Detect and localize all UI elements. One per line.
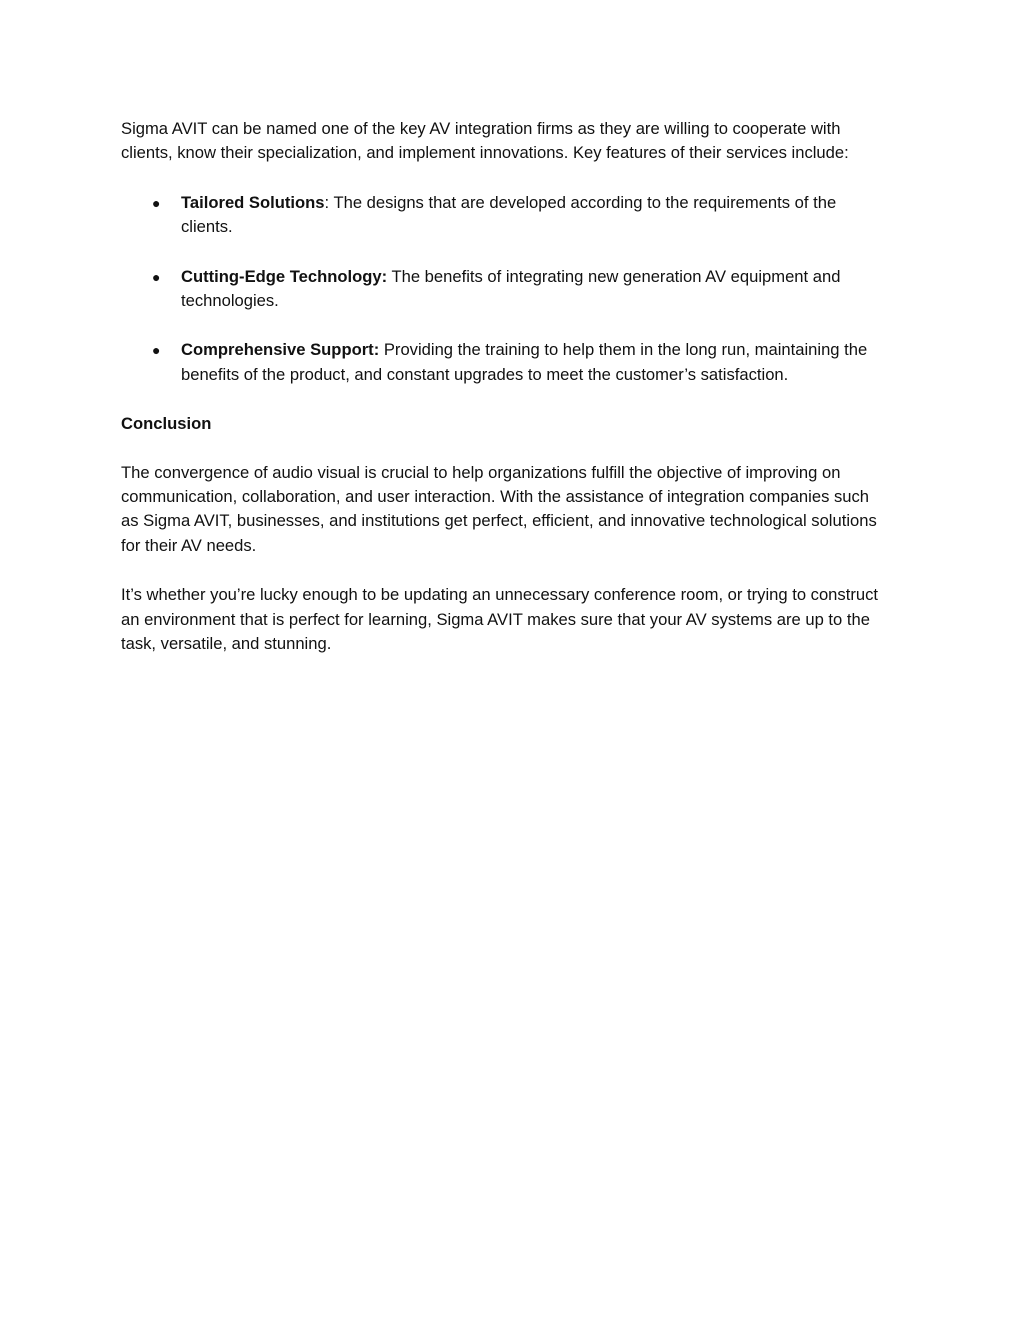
- closing-paragraph: It’s whether you’re lucky enough to be updating an unnecessary conference room, or trying to construct an environment that is perfect for learning, Sigma AVIT makes sure that your AV systems are up to the task, versatile, and stunning.: [121, 585, 878, 654]
- bullet-icon: ●: [152, 194, 161, 211]
- features-list: [121, 191, 891, 387]
- feature-description: The designs that are developed according to the requirements of the clients.: [181, 192, 837, 237]
- document-page: [121, 117, 891, 682]
- feature-term: Cutting-Edge Technology:: [181, 266, 388, 286]
- conclusion-paragraph: The convergence of audio visual is crucial to help organizations fulfill the objective of improving on communication, collaboration, and user interaction. With the assistance of integration companies such as Sigma AVIT, businesses, and institutions get perfect, efficient, and innovative technological solutions for their AV needs.: [121, 462, 877, 555]
- feature-separator: :: [324, 192, 330, 212]
- feature-term: Comprehensive Support:: [181, 340, 380, 360]
- feature-term: Tailored Solutions: [181, 192, 325, 212]
- feature-description: Providing the training to help them in the long run, maintaining the benefits of the product, and constant upgrades to meet the customer’s satisfaction.: [181, 340, 868, 384]
- conclusion-heading: Conclusion: [121, 414, 212, 434]
- feature-description: The benefits of integrating new generation AV equipment and technologies.: [181, 266, 841, 311]
- bullet-icon: ●: [152, 342, 161, 359]
- list-item: [121, 338, 891, 387]
- list-item: [121, 191, 891, 240]
- list-item: [121, 265, 891, 314]
- bullet-icon: ●: [152, 268, 161, 285]
- intro-paragraph: Sigma AVIT can be named one of the key AV integration firms as they are willing to cooperate with clients, know their specialization, and implement innovations. Key features of their services include:: [121, 119, 849, 163]
